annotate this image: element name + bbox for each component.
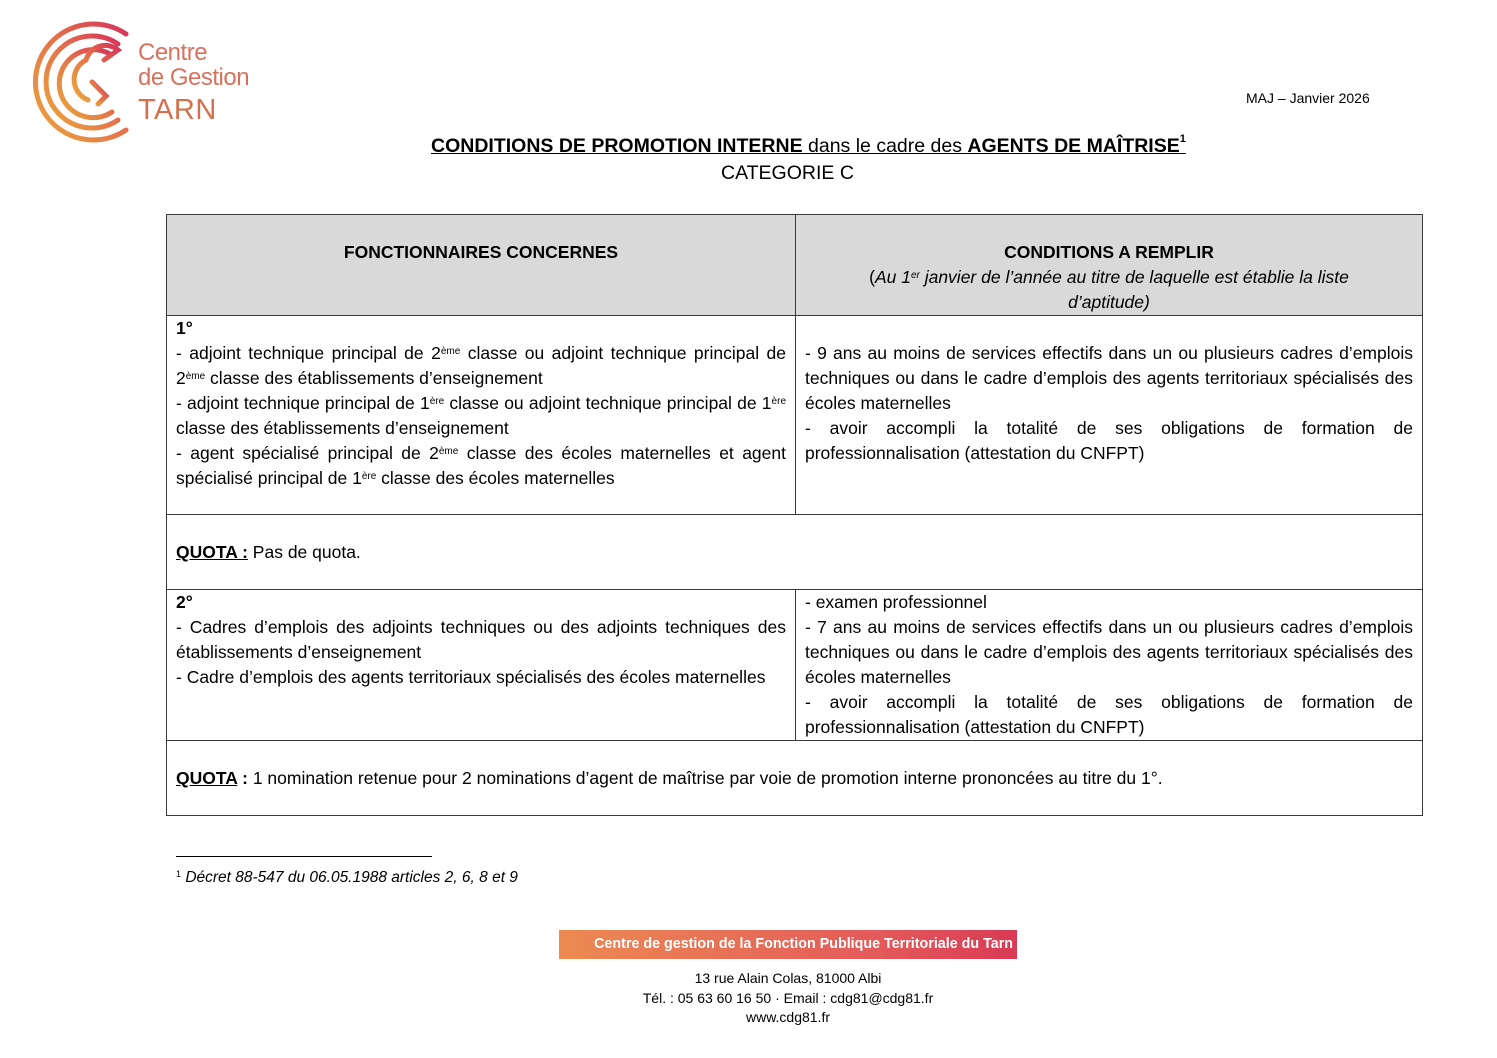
table-row-quota2 — [167, 741, 1423, 816]
document-subtitle: CATEGORIE C — [721, 162, 854, 184]
quota-text: 1 nomination retenue pour 2 nominations d’agent de maîtrise par voie de promotion interne prononcées au titre du 1°. — [247, 767, 1163, 788]
footnote-ref[interactable]: 1 — [1179, 133, 1186, 145]
section2-fonctionnaires — [167, 590, 796, 741]
table-row-section2 — [167, 590, 1423, 741]
section1-condition-item: - avoir accompli la totalité de ses obligations de formation de professionnalisation (attestation du CNFPT) — [805, 418, 1413, 463]
title-part-2: dans le cadre des — [802, 135, 968, 157]
title-part-1: CONDITIONS DE PROMOTION INTERNE — [431, 135, 803, 157]
title-part-3: AGENTS DE MAÎTRISE — [967, 135, 1180, 157]
cdg-logo-mark-icon — [26, 20, 136, 145]
logo-line-centre: Centre — [138, 39, 208, 66]
footnote: $^1$ Décret 88-547 du 06.05.1988 articles 2, 6, 8 et 9 — [176, 869, 518, 886]
section2-condition-item: - 7 ans au moins de services effectifs dans un ou plusieurs cadres d’emplois techniques ou dans le cadre d’emplois des agents territoriaux spécialisés des écoles maternelles — [805, 617, 1413, 687]
table-row-section1 — [167, 316, 1423, 515]
section2-condition-item: - examen professionnel — [805, 592, 987, 612]
footnote-separator — [176, 856, 432, 857]
header-conditions-subtitle: (Au 1er janvier de l’année au titre de laquelle est établie la liste d’aptitude) — [869, 267, 1349, 312]
section2-condition-item: - avoir accompli la totalité de ses obligations de formation de professionnalisation (attestation du CNFPT) — [805, 692, 1413, 737]
cdg-tarn-logo — [26, 20, 266, 145]
section2-conditions — [796, 590, 1423, 741]
section2-left-item: - Cadre d’emplois des agents territoriaux spécialisés des écoles maternelles — [176, 667, 766, 687]
quota-label: QUOTA : — [176, 541, 248, 562]
section1-condition-item: - 9 ans au moins de services effectifs dans un ou plusieurs cadres d’emplois techniques ou dans le cadre d’emplois des agents territoriaux spécialisés des écoles maternelles — [805, 343, 1413, 413]
section2-number: 2° — [176, 592, 193, 612]
section1-conditions — [796, 316, 1423, 515]
header-conditions — [796, 215, 1423, 316]
logo-line-tarn: TARN — [138, 94, 217, 126]
quota-text: Pas de quota. — [247, 541, 361, 562]
footer-phone-email[interactable]: Tél. : 05 63 60 16 50 · Email : cdg81@cdg81.fr — [642, 989, 934, 1006]
section1-number: 1° — [176, 318, 193, 338]
footer-address: 13 rue Alain Colas, 81000 Albi — [694, 970, 882, 986]
footer-contact — [559, 969, 1017, 1028]
section2-quota: QUOTA : 1 nomination retenue pour 2 nominations d’agent de maîtrise par voie de promotion interne prononcées au titre du 1°. — [167, 741, 1423, 816]
table-header-row — [167, 215, 1423, 316]
document-title — [431, 135, 1186, 158]
table-row-quota1 — [167, 515, 1423, 590]
section2-left-item: - Cadres d’emplois des adjoints techniques ou des adjoints techniques des établissements d’enseignement — [176, 617, 786, 662]
section1-left-item: - adjoint technique principal de 2ème classe ou adjoint technique principal de 2ème classe des établissements d’enseignement — [176, 343, 787, 388]
header-fonctionnaires: FONCTIONNAIRES CONCERNES — [167, 215, 796, 316]
conditions-table — [166, 214, 1423, 816]
section1-left-item: - adjoint technique principal de 1ère classe ou adjoint technique principal de 1ère classe des établissements d’enseignement — [176, 393, 786, 438]
section1-left-item: - agent spécialisé principal de 2ème classe des écoles maternelles et agent spécialisé principal de 1ère classe des écoles maternelles — [176, 443, 786, 488]
footer-organization-band: Centre de gestion de la Fonction Publique Territoriale du Tarn — [559, 930, 1017, 959]
update-date: MAJ – Janvier 2026 — [1246, 90, 1370, 106]
footer-website-link[interactable]: www.cdg81.fr — [745, 1009, 831, 1025]
logo-wordmark — [138, 40, 249, 130]
logo-line-gestion: de Gestion — [138, 64, 250, 91]
section1-quota — [167, 515, 1423, 590]
section1-fonctionnaires — [167, 316, 796, 515]
header-conditions-title: CONDITIONS A REMPLIR — [1004, 242, 1214, 262]
quota-label: QUOTA — [176, 767, 238, 788]
